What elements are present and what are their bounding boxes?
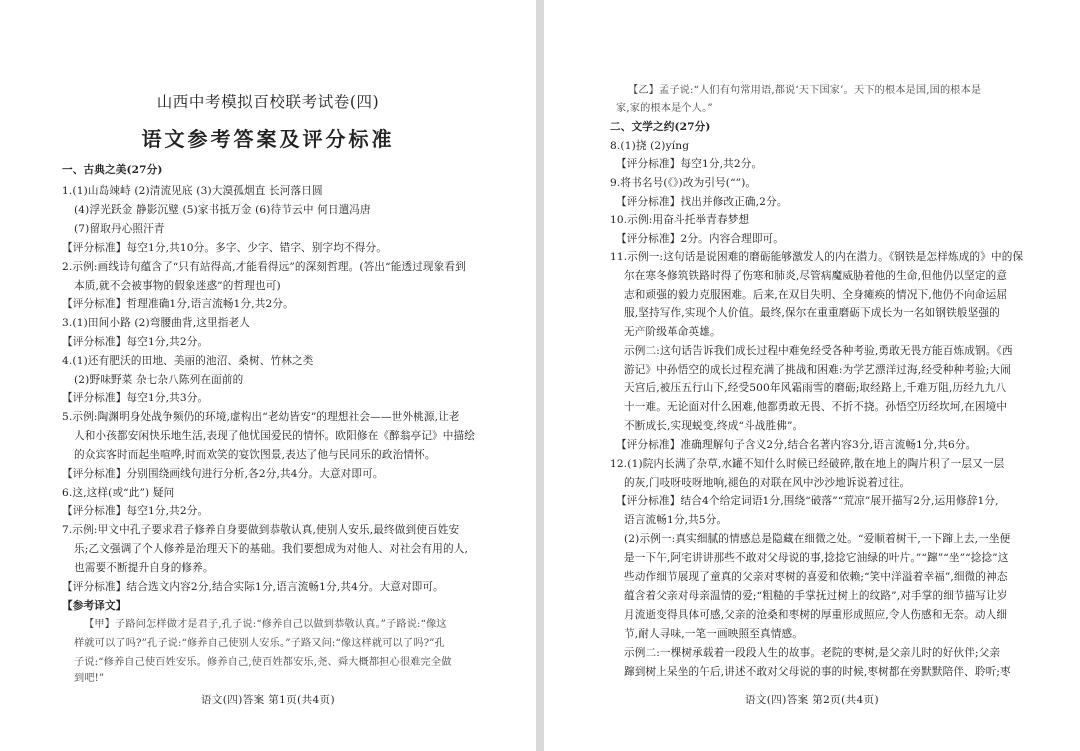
answer-page-1 — [0, 0, 536, 751]
exam-subtitle: 山西中考模拟百校联考试卷(四) — [156, 93, 380, 111]
text-line: 10.示例:用奋斗托举青春梦想 — [610, 214, 750, 226]
scoring-line: 【评分标准】每空1分,共2分。 — [62, 505, 209, 517]
scoring-line: 【评分标准】分别围绕画线句进行分析,各2分,共4分。大意对即可。 — [62, 468, 384, 480]
text-line: 8.(1)挠 (2)yíng — [610, 140, 690, 152]
text-line: 11.示例一:这句话是说困难的磨砺能够激发人的内在潜力。《钢铁是怎样炼成的》中的保 — [610, 251, 1024, 263]
text-line: 4.(1)还有肥沃的田地、美丽的池沼、桑树、竹林之类 — [62, 355, 314, 367]
text-line: 是一下午,阿宅讲讲那些不敢对父母说的事,捻捻它油绿的叶片。”“蹿”“坐”“捻捻”这 — [624, 552, 1009, 564]
text-line: 乐;乙文强调了个人修养是治理天下的基础。我们要想成为对他人、对社会有用的人, — [74, 543, 469, 555]
translation-line: 【甲】子路问怎样做才是君子,孔子说:“修养自己以做到恭敬认真。”子路说:“像这 — [84, 619, 447, 630]
scoring-line: 【评分标准】每空1分,共3分。 — [62, 392, 209, 404]
text-line: 9.将书名号(《》)改为引号(“”)。 — [610, 177, 757, 189]
scoring-line: 【评分标准】每空1分,共2分。 — [62, 336, 209, 348]
text-line: 语言流畅1分,共5分。 — [624, 514, 728, 526]
scoring-line: 【评分标准】结合选文内容2分,结合实际1分,语言流畅1分,共4分。大意对即可。 — [62, 581, 444, 593]
text-line: 十一难。无论面对什么困难,他都勇敢无畏、不折不挠。孙悟空历经坎坷,在困境中 — [624, 401, 1008, 413]
page-title: 语文参考答案及评分标准 — [141, 127, 395, 151]
scoring-line: 【评分标准】2分。内容合理即可。 — [616, 233, 785, 245]
scoring-line: 【评分标准】每空1分,共10分。多字、少字、错字、别字均不得分。 — [62, 242, 388, 254]
text-line: 蹿到树上呆坐的午后,讲述不敢对父母说的事的时候,枣树都在旁默默陪伴、聆听;枣 — [624, 666, 1011, 678]
text-line: 也需要不断提升自身的修养。 — [74, 562, 214, 574]
scoring-line: 【评分标准】准确理解句子含义2分,结合名著内容3分,语言流畅1分,共6分。 — [616, 439, 977, 451]
translation-line: 家,家的根本是个人。” — [616, 103, 713, 114]
scoring-line: 【评分标准】每空1分,共2分。 — [616, 158, 763, 170]
translation-line: 【乙】孟子说:“人们有句常用语,都说‘天下国家’。天下的根本是国,国的根本是 — [628, 85, 982, 96]
text-line: 示例二:这句话告诉我们成长过程中难免经受各种考验,勇敢无畏方能百炼成钢。《西 — [624, 345, 1013, 357]
translation-line: 到吧!” — [74, 673, 105, 684]
page-divider — [536, 0, 544, 751]
text-line: 些动作细节展现了童真的父亲对枣树的喜爱和依赖;“笑中洋溢着幸福”,细微的神态 — [624, 571, 1008, 583]
text-line: 游记》中孙悟空的成长过程充满了挑战和困难:为学艺漂洋过海,经受种种考验;大闹 — [624, 364, 1011, 376]
text-line: (7)留取丹心照汗青 — [74, 223, 165, 235]
text-line: 5.示例:陶渊明身处战争频仍的环境,虚构出“老幼皆安”的理想社会——世外桃源,让老 — [62, 411, 460, 423]
section-heading: 一、古典之美(27分) — [62, 164, 163, 176]
text-line: 节,耐人寻味,一笔一画映照至真情感。 — [624, 628, 803, 640]
scoring-line: 【评分标准】结合4个给定词语1分,围绕“破落”“荒凉”展开描写2分,运用修辞1分, — [616, 495, 999, 507]
text-line: 示例二:一棵树承载着一段段人生的故事。老院的枣树,是父亲儿时的好伙伴;父亲 — [624, 647, 1001, 659]
answer-page-2 — [544, 0, 1080, 751]
scoring-line: 【评分标准】哲理准确1分,语言流畅1分,共2分。 — [62, 298, 294, 310]
translation-heading: 【参考译文】 — [62, 600, 127, 612]
text-line: 无产阶级革命英雄。 — [624, 326, 721, 338]
text-line: 7.示例:甲文中孔子要求君子修养自身要做到恭敬认真,使别人安乐,最终做到使百姓安 — [62, 524, 460, 536]
text-line: 2.示例:画线诗句蕴含了“只有站得高,才能看得远”的深刻哲理。(答出“能透过现象看到 — [62, 261, 466, 273]
text-line: 天宫后,被压五行山下,经受500年风霜雨雪的磨砺;取经路上,千难万阻,历经九九八 — [624, 382, 1007, 394]
text-line: 的众宾客时而起坐喧哗,时而欢笑的宴饮图景,表达了他与民同乐的政治情怀。 — [74, 449, 436, 461]
text-line: 12.(1)院内长满了杂草,水罐不知什么时候已经破碎,散在地上的陶片积了一层又一层 — [610, 458, 1005, 470]
page-footer: 语文(四)答案 第2页(共4页) — [745, 694, 879, 706]
text-line: 本质,就不会被事物的假象迷惑”的哲理也可) — [74, 280, 281, 292]
text-line: 月流逝变得具体可感,父亲的沧桑和枣树的厚重形成照应,令人伤感和无奈。动人细 — [624, 609, 1008, 621]
text-line: 尔在寒冬修筑铁路时得了伤寒和肺炎,尽管病魔威胁着他的生命,但他仍以坚定的意 — [624, 270, 1008, 282]
text-line: 1.(1)山岛竦峙 (2)清流见底 (3)大漠孤烟直 长河落日圆 — [62, 185, 323, 197]
text-line: 不断成长,实现蜕变,终成“斗战胜佛”。 — [624, 420, 804, 432]
scoring-line: 【评分标准】找出并修改正确,2分。 — [616, 196, 788, 208]
section-heading: 二、文学之约(27分) — [610, 121, 711, 133]
text-line: 人和小孩都安闲快乐地生活,表现了他忧国爱民的情怀。欧阳修在《醉翁亭记》中描绘 — [74, 430, 476, 442]
text-line: 的灰,门吱呀吱呀地响,褪色的对联在风中沙沙地诉说着过往。 — [624, 477, 911, 489]
translation-line: 子说:“修养自己使百姓安乐。修养自己,使百姓都安乐,尧、舜大概都担心很难完全做 — [74, 657, 452, 668]
text-line: 服,坚持写作,实现个人价值。最终,保尔在重重磨砺下成长为一名如钢铁般坚强的 — [624, 307, 1000, 319]
text-line: (2)示例一:真实细腻的情感总是隐藏在细微之处。“爱顺着树干,一下蹿上去,一坐便 — [624, 533, 1011, 545]
page-footer: 语文(四)答案 第1页(共4页) — [201, 694, 335, 706]
text-line: 蕴含着父亲对母亲温情的爱;“粗糙的手掌抚过树上的纹路”,对手掌的细节描写让岁 — [624, 590, 1008, 602]
text-line: (4)浮光跃金 静影沉璧 (5)家书抵万金 (6)待节云中 何日遣冯唐 — [74, 204, 371, 216]
text-line: 3.(1)田间小路 (2)弯腰曲背,这里指老人 — [62, 317, 251, 329]
text-line: (2)野味野菜 杂七杂八陈列在面前的 — [74, 374, 244, 386]
text-line: 6.这,这样(或“此”) 疑问 — [62, 487, 175, 499]
translation-line: 样就可以了吗?”孔子说:“修养自己使别人安乐。”子路又问:“像这样就可以了吗?”孔 — [74, 638, 445, 649]
text-line: 志和顽强的毅力克服困难。后来,在双目失明、全身瘫痪的情况下,他仍不向命运屈 — [624, 289, 1008, 301]
